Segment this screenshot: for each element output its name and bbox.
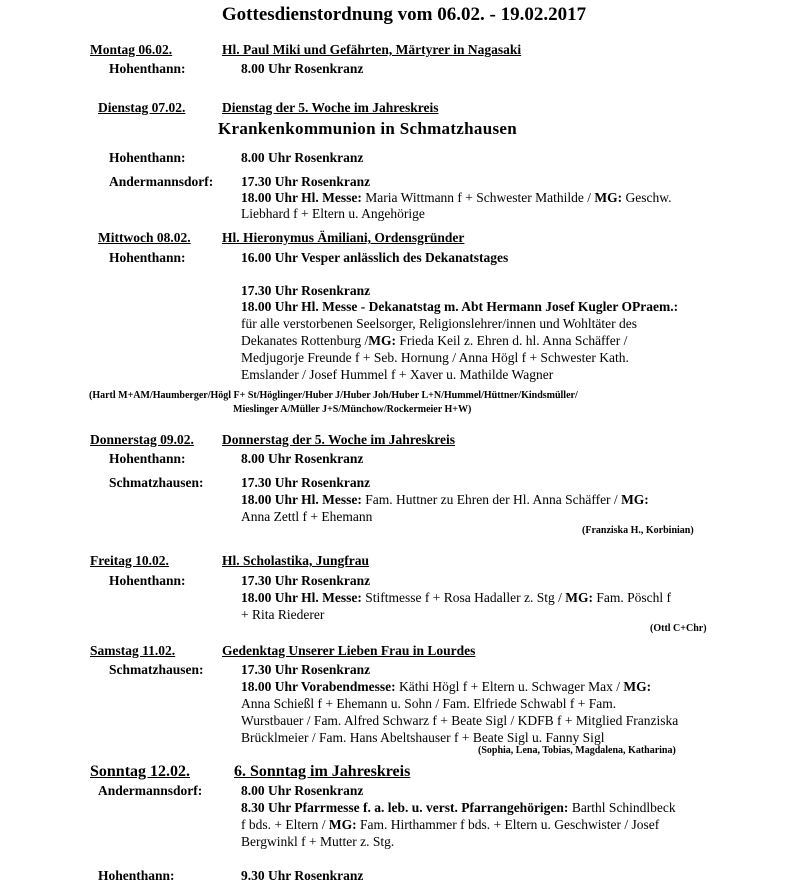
- feast-sunday: 6. Sonntag im Jahreskreis: [234, 763, 411, 780]
- mg-label: MG:: [621, 492, 649, 507]
- mass-intention: Dekanates Rottenburg /: [241, 333, 369, 348]
- mass-intention: Wurstbauer / Fam. Alfred Schwarz f + Beate Sigl / KDFB f + Mitglied Franziska: [241, 713, 679, 728]
- mass-label: 18.00 Uhr Vorabendmesse:: [241, 679, 396, 694]
- altar-servers: Mieslinger A/Müller J+S/Münchow/Rockermeier H+W): [233, 404, 472, 415]
- mass-intention: Anna Schießl f + Ehemann u. Sohn / Fam. Elfriede Schwabl f + Fam.: [241, 696, 617, 711]
- feast-tuesday: Dienstag der 5. Woche im Jahreskreis: [222, 100, 439, 115]
- mass-intention: Medjugorje Freunde f + Seb. Hornung / Anna Högl f + Schwester Kath.: [241, 350, 629, 365]
- place-label: Schmatzhausen:: [109, 475, 204, 490]
- place-label: Andermannsdorf:: [98, 783, 203, 798]
- service-item: 9.30 Uhr Rosenkranz: [241, 868, 364, 883]
- mass-intention: f bds. + Eltern /: [241, 817, 326, 832]
- mass-intention: Stiftmesse f + Rosa Hadaller z. Stg /: [365, 590, 562, 605]
- place-label: Hohenthann:: [109, 250, 186, 265]
- service-item: 8.00 Uhr Rosenkranz: [241, 783, 364, 798]
- mass-intention: + Rita Riederer: [241, 607, 325, 622]
- day-header-wednesday: Mittwoch 08.02.: [98, 230, 191, 245]
- day-header-sunday: Sonntag 12.02.: [90, 763, 191, 780]
- mg-label: MG:: [368, 333, 396, 348]
- mass-intention: Liebhard f + Eltern u. Angehörige: [241, 206, 425, 221]
- mass-line: [241, 679, 651, 695]
- day-header-saturday: Samstag 11.02.: [90, 643, 176, 658]
- feast-wednesday: Hl. Hieronymus Ämiliani, Ordensgründer: [222, 230, 465, 245]
- mg-label: MG:: [594, 190, 623, 205]
- mass-label: 18.00 Uhr Hl. Messe - Dekanatstag m. Abt Hermann Josef Kugler OPraem.:: [241, 299, 679, 314]
- service-item: 8.00 Uhr Rosenkranz: [241, 451, 364, 466]
- mg-label: MG:: [328, 817, 357, 832]
- mass-line: [241, 190, 672, 206]
- mg-label: MG:: [565, 590, 593, 605]
- service-item: 17.30 Uhr Rosenkranz: [241, 475, 371, 490]
- service-item: 16.00 Uhr Vesper anlässlich des Dekanatstages: [241, 250, 509, 265]
- service-item: 17.30 Uhr Rosenkranz: [241, 283, 371, 298]
- mg-label: MG:: [623, 679, 652, 694]
- mass-label: 18.00 Uhr Hl. Messe:: [241, 190, 362, 205]
- page-title: Gottesdienstordnung vom 06.02. - 19.02.2017: [221, 4, 587, 25]
- service-item: 17.30 Uhr Rosenkranz: [241, 174, 371, 189]
- place-label: Hohenthann:: [109, 61, 186, 76]
- mass-intention: Fam. Pöschl f: [596, 590, 671, 605]
- feast-friday: Hl. Scholastika, Jungfrau: [222, 553, 370, 568]
- mass-line: [241, 590, 671, 606]
- mass-intention: Maria Wittmann f + Schwester Mathilde /: [365, 190, 592, 205]
- mass-intention: Barthl Schindlbeck: [571, 800, 676, 815]
- mass-intention: Käthi Högl f + Eltern u. Schwager Max /: [399, 679, 620, 694]
- place-label: Schmatzhausen:: [109, 662, 204, 677]
- mass-intention: Fam. Hirthammer f bds. + Eltern u. Geschwister / Josef: [359, 817, 660, 832]
- feast-thursday: Donnerstag der 5. Woche im Jahreskreis: [222, 432, 456, 447]
- mass-intention: Emslander / Josef Hummel f + Xaver u. Mathilde Wagner: [241, 367, 554, 382]
- mass-line: [241, 817, 659, 833]
- mass-line: [241, 492, 649, 508]
- day-header-tuesday: Dienstag 07.02.: [98, 100, 186, 115]
- mass-intention: Brücklmeier / Fam. Hans Abeltshauser f + Beate Sigl u. Fanny Sigl: [241, 730, 605, 745]
- place-label: Andermannsdorf:: [109, 174, 214, 189]
- day-header-monday: Montag 06.02.: [90, 42, 173, 57]
- altar-servers: (Ottl C+Chr): [650, 623, 707, 634]
- mass-line: [241, 333, 627, 349]
- mass-intention: für alle verstorbenen Seelsorger, Religionslehrer/innen und Wohltäter des: [241, 316, 638, 331]
- service-item: 17.30 Uhr Rosenkranz: [241, 662, 371, 677]
- day-header-friday: Freitag 10.02.: [90, 553, 169, 568]
- mass-intention: Anna Zettl f + Ehemann: [241, 509, 373, 524]
- service-item: 8.00 Uhr Rosenkranz: [241, 150, 364, 165]
- mass-intention: Fam. Huttner zu Ehren der Hl. Anna Schäffer /: [365, 492, 618, 507]
- mass-intention: Bergwinkl f + Mutter z. Stg.: [241, 834, 395, 849]
- day-header-thursday: Donnerstag 09.02.: [90, 432, 194, 447]
- altar-servers: (Hartl M+AM/Haumberger/Högl F+ St/Höglinger/Huber J/Huber Joh/Huber L+N/Hummel/Hüttner/Kindsmüller/: [89, 390, 578, 401]
- mass-intention: Frieda Keil z. Ehren d. hl. Anna Schäffer /: [399, 333, 628, 348]
- service-item: 8.00 Uhr Rosenkranz: [241, 61, 364, 76]
- feast-saturday: Gedenktag Unserer Lieben Frau in Lourdes: [222, 643, 476, 658]
- mass-label: 18.00 Uhr Hl. Messe:: [241, 492, 362, 507]
- special-notice: Krankenkommunion in Schmatzhausen: [218, 119, 517, 138]
- altar-servers: (Franziska H., Korbinian): [582, 525, 694, 536]
- place-label: Hohenthann:: [98, 868, 175, 883]
- place-label: Hohenthann:: [109, 150, 186, 165]
- mass-label: 18.00 Uhr Hl. Messe:: [241, 590, 362, 605]
- service-item: 17.30 Uhr Rosenkranz: [241, 573, 371, 588]
- feast-monday: Hl. Paul Miki und Gefährten, Märtyrer in Nagasaki: [222, 42, 522, 57]
- mass-line: [241, 800, 676, 816]
- place-label: Hohenthann:: [109, 451, 186, 466]
- mass-label: 8.30 Uhr Pfarrmesse f. a. leb. u. verst. Pfarrangehörigen:: [241, 800, 569, 815]
- place-label: Hohenthann:: [109, 573, 186, 588]
- altar-servers: (Sophia, Lena, Tobias, Magdalena, Katharina): [478, 745, 676, 756]
- mass-intention: Geschw.: [625, 190, 672, 205]
